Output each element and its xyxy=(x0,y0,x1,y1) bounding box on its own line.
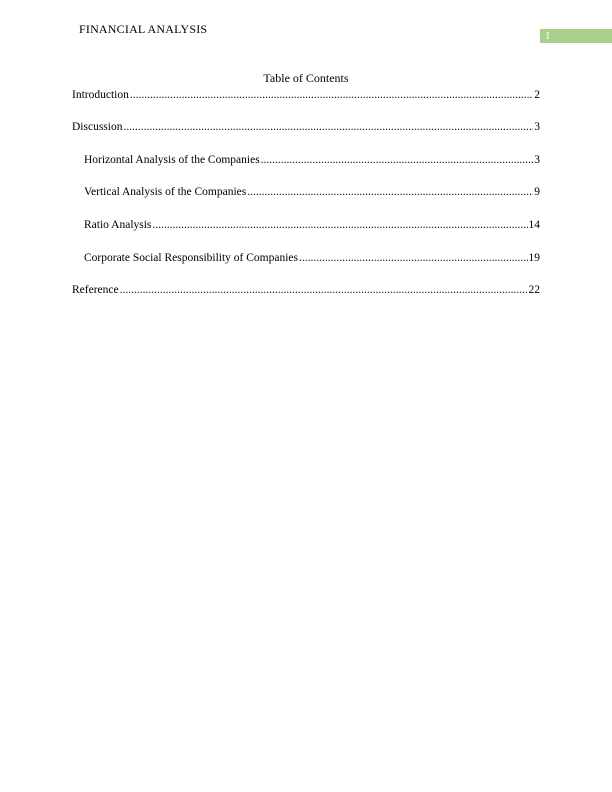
toc-heading: Table of Contents xyxy=(263,71,349,85)
toc-entry-label: Vertical Analysis of the Companies xyxy=(84,186,247,198)
toc-entry-page: 9 xyxy=(534,186,540,198)
toc-entry-page: 2 xyxy=(534,89,540,101)
toc-entry-discussion[interactable] xyxy=(72,120,540,134)
toc-entry-horizontal-analysis[interactable] xyxy=(84,153,540,167)
running-header-title: FINANCIAL ANALYSIS xyxy=(79,22,208,36)
toc-entry-label: Horizontal Analysis of the Companies xyxy=(84,154,260,166)
toc-entry-label: Introduction xyxy=(72,89,129,101)
page-number-badge: 1 xyxy=(540,29,612,43)
toc-entry-ratio-analysis[interactable] xyxy=(84,218,540,232)
toc-entry-page: 3 xyxy=(534,154,540,166)
toc-dot-leader xyxy=(130,88,533,102)
toc-dot-leader xyxy=(299,251,527,265)
toc-entry-label: Discussion xyxy=(72,121,123,133)
toc-dot-leader xyxy=(123,120,533,134)
toc-dot-leader xyxy=(120,283,528,297)
toc-dot-leader xyxy=(247,185,533,199)
toc-dot-leader xyxy=(261,153,534,167)
toc-entry-page: 19 xyxy=(528,252,540,264)
toc-dot-leader xyxy=(152,218,527,232)
toc-entry-label: Corporate Social Responsibility of Companies xyxy=(84,252,299,264)
toc-entry-vertical-analysis[interactable] xyxy=(84,185,540,199)
toc-entry-page: 3 xyxy=(534,121,540,133)
toc-entry-page: 22 xyxy=(528,284,540,296)
toc-entry-introduction[interactable] xyxy=(72,88,540,102)
toc-entry-reference[interactable] xyxy=(72,283,540,297)
toc-entry-label: Reference xyxy=(72,284,119,296)
toc-entry-label: Ratio Analysis xyxy=(84,219,152,231)
toc-entry-csr[interactable] xyxy=(84,251,540,265)
toc-entry-page: 14 xyxy=(528,219,540,231)
